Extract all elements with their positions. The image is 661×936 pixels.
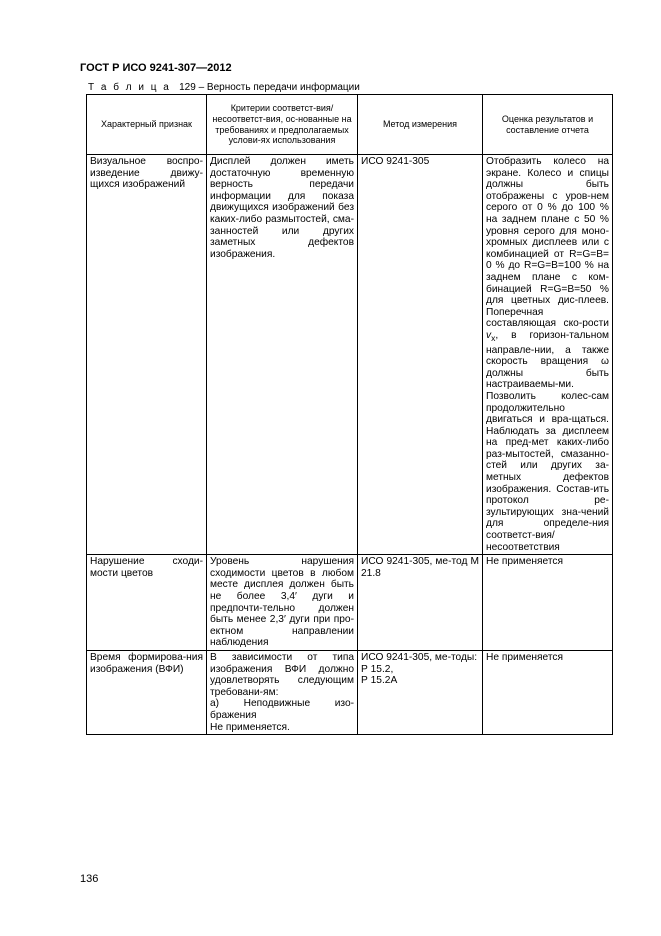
criteria-note: Не применяется.	[210, 721, 290, 733]
cell-method: ИСО 9241-305	[358, 155, 483, 555]
method-item: Р 15.2А	[361, 675, 398, 687]
header-evaluation: Оценка результатов и составление отчета	[483, 95, 613, 155]
cell-criteria	[207, 650, 358, 734]
document-title: ГОСТ Р ИСО 9241-307—2012	[80, 62, 232, 74]
header-method: Метод измерения	[358, 95, 483, 155]
velocity-subscript: x	[491, 332, 496, 343]
table-caption	[88, 82, 360, 93]
table-caption-text: 129 – Верность передачи информации	[179, 82, 360, 93]
criteria-item: а) Неподвижные изо-бражения	[210, 698, 354, 721]
criteria-text: В зависимости от типа изображения ВФИ должно удовлетворять следующим требовани-ям:	[210, 651, 354, 698]
table-row	[87, 650, 613, 734]
cell-method: ИСО 9241-305, ме-тод М 21.8	[358, 555, 483, 651]
cell-criteria: Дисплей должен иметь достаточную временную верность передачи информации для показа движущихся изображений без каких-либо размытостей, сма-занностей или других заметных дефектов изображения.	[207, 155, 358, 555]
fidelity-table	[86, 94, 613, 735]
method-text: ИСО 9241-305, ме-тоды:	[361, 651, 478, 663]
header-criteria: Критерии соответст-вия/несоответст-вия, ос-нованные на требованиях и предполагаемых услови-ях использования	[207, 95, 358, 155]
cell-evaluation: Не применяется	[483, 555, 613, 651]
cell-evaluation: Не применяется	[483, 650, 613, 734]
table-header-row	[87, 95, 613, 155]
cell-feature: Время формирова-ния изображения (ВФИ)	[87, 650, 207, 734]
table-row	[87, 555, 613, 651]
cell-evaluation	[483, 155, 613, 555]
cell-feature: Визуальное воспро-изведение движу-щихся изображений	[87, 155, 207, 555]
header-feature: Характерный признак	[87, 95, 207, 155]
page-number: 136	[80, 873, 99, 885]
table-caption-word: Т а б л и ц а	[88, 82, 171, 93]
table-row	[87, 155, 613, 555]
velocity-symbol: v	[486, 329, 492, 341]
evaluation-text-part-1: Отобразить колесо на экране. Колесо и спицы должны быть отображены с уров-нем серого от 0 % до 100 % на заднем плане с 50 % уровня серого для моно-хромных дисплеев или с комбинацией от R=G=B= 0 % до R=G=B=100 % на заднем плане с ком-бинацией R=G=B=50 % для цветных дис-плеев. Поперечная составляющая ско-рости	[486, 156, 609, 330]
cell-method	[358, 650, 483, 734]
cell-criteria: Уровень нарушения сходимости цветов в любом месте дисплея должен быть не более 3,4′ дуги и предпочти-тельно должен быть менее 2,3′ дуги при про-ектном направлении наблюдения	[207, 555, 358, 651]
cell-feature: Нарушение сходи-мости цветов	[87, 555, 207, 651]
evaluation-text-part-2: , в горизон-тальном направле-нии, а также скорость вращения ω должны быть настраиваемы-ми. Позволить колес-сам продолжительно двигаться и вра-щаться. Наблюдать за дисплеем на пред-мет каких-либо раз-мытостей, смазанно-стей или других за-метных дефектов изображения. Состав-ить протокол ре-зультирующих зна-чений для определе-ния соответст-вия/несоответствия	[486, 329, 609, 553]
method-item: Р 15.2,	[361, 663, 394, 675]
